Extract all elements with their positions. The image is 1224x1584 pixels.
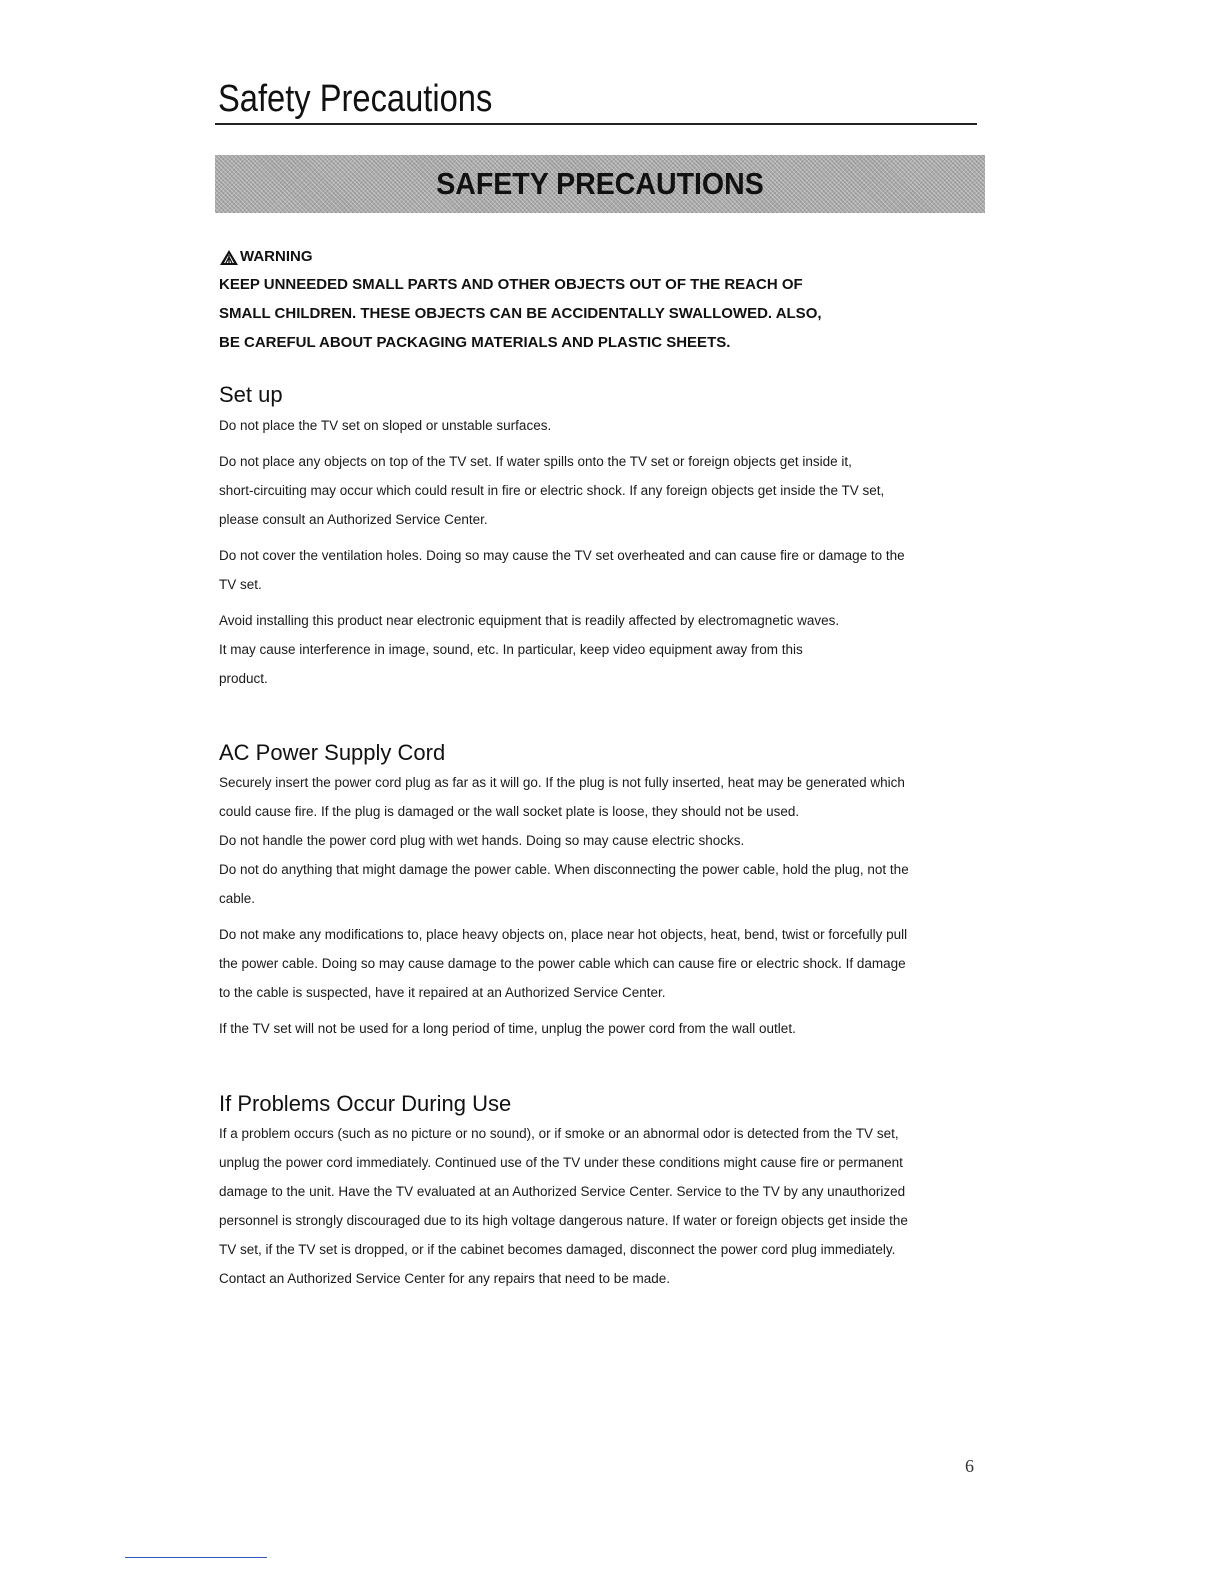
section-heading: If Problems Occur During Use [219,1091,512,1116]
paragraph [219,606,905,693]
warning-line: KEEP UNNEEDED SMALL PARTS AND OTHER OBJECTS OUT OF THE REACH OF [219,276,803,293]
warning-block [219,244,822,357]
paragraph [219,447,905,534]
text-line: Securely insert the power cord plug as far as it will go. If the plug is not fully inserted, heat may be generated which [219,775,905,790]
text-line: please consult an Authorized Service Center. [219,512,488,527]
paragraph [219,1119,908,1293]
text-line: damage to the unit. Have the TV evaluated at an Authorized Service Center. Service to the TV by any unauthorized [219,1184,906,1199]
section-heading: AC Power Supply Cord [219,740,446,765]
text-line: Do not place the TV set on sloped or unstable surfaces. [219,418,552,433]
text-line: Do not make any modifications to, place heavy objects on, place near hot objects, heat, bend, twist or forcefully pull [219,927,908,942]
paragraph [219,920,909,1007]
text-line: TV set. [219,577,262,592]
text-line: could cause fire. If the plug is damaged or the wall socket plate is loose, they should not be used. [219,804,800,819]
section-if-problems-occur [219,1089,908,1300]
title-divider [215,123,977,125]
text-line: Do not place any objects on top of the TV set. If water spills onto the TV set or foreign objects get inside it, [219,454,852,469]
text-line: cable. [219,891,256,906]
section-set-up [219,380,905,700]
warning-triangle-icon [219,249,239,266]
paragraph [219,1014,909,1043]
text-line: Do not cover the ventilation holes. Doing so may cause the TV set overheated and can cause fire or damage to the [219,548,905,563]
paragraph [219,411,905,440]
text-line: Avoid installing this product near electronic equipment that is readily affected by electromagnetic waves. [219,613,840,628]
banner-title: SAFETY PRECAUTIONS [436,166,764,201]
page-number: 6 [965,1456,974,1476]
text-line: If the TV set will not be used for a long period of time, unplug the power cord from the wall outlet. [219,1021,796,1036]
section-heading: Set up [219,382,283,407]
text-line: the power cable. Doing so may cause damage to the power cable which can cause fire or electric shock. If damage [219,956,906,971]
text-line: It may cause interference in image, sound, etc. In particular, keep video equipment away from this [219,642,803,657]
warning-line: SMALL CHILDREN. THESE OBJECTS CAN BE ACCIDENTALLY SWALLOWED. ALSO, [219,305,822,322]
text-line: to the cable is suspected, have it repaired at an Authorized Service Center. [219,985,666,1000]
text-line: short-circuiting may occur which could result in fire or electric shock. If any foreign objects get inside the TV set, [219,483,885,498]
text-line: Do not handle the power cord plug with wet hands. Doing so may cause electric shocks. [219,833,745,848]
warning-heading [219,244,822,270]
warning-line: BE CAREFUL ABOUT PACKAGING MATERIALS AND PLASTIC SHEETS. [219,334,731,351]
section-banner [215,155,985,213]
text-line: Contact an Authorized Service Center for any repairs that need to be made. [219,1271,671,1286]
footer-line [125,1557,267,1558]
text-line: personnel is strongly discouraged due to its high voltage dangerous nature. If water or foreign objects get inside the [219,1213,908,1228]
text-line: If a problem occurs (such as no picture or no sound), or if smoke or an abnormal odor is detected from the TV set, [219,1126,899,1141]
section-ac-power-supply-cord [219,738,909,1050]
text-line: unplug the power cord immediately. Continued use of the TV under these conditions might cause fire or permanent [219,1155,903,1170]
page-title: Safety Precautions [218,78,493,120]
warning-label: WARNING [240,248,313,265]
paragraph [219,541,905,599]
paragraph [219,768,909,913]
text-line: product. [219,671,268,686]
text-line: TV set, if the TV set is dropped, or if the cabinet becomes damaged, disconnect the power cord plug immediately. [219,1242,896,1257]
text-line: Do not do anything that might damage the power cable. When disconnecting the power cable, hold the plug, not the [219,862,909,877]
